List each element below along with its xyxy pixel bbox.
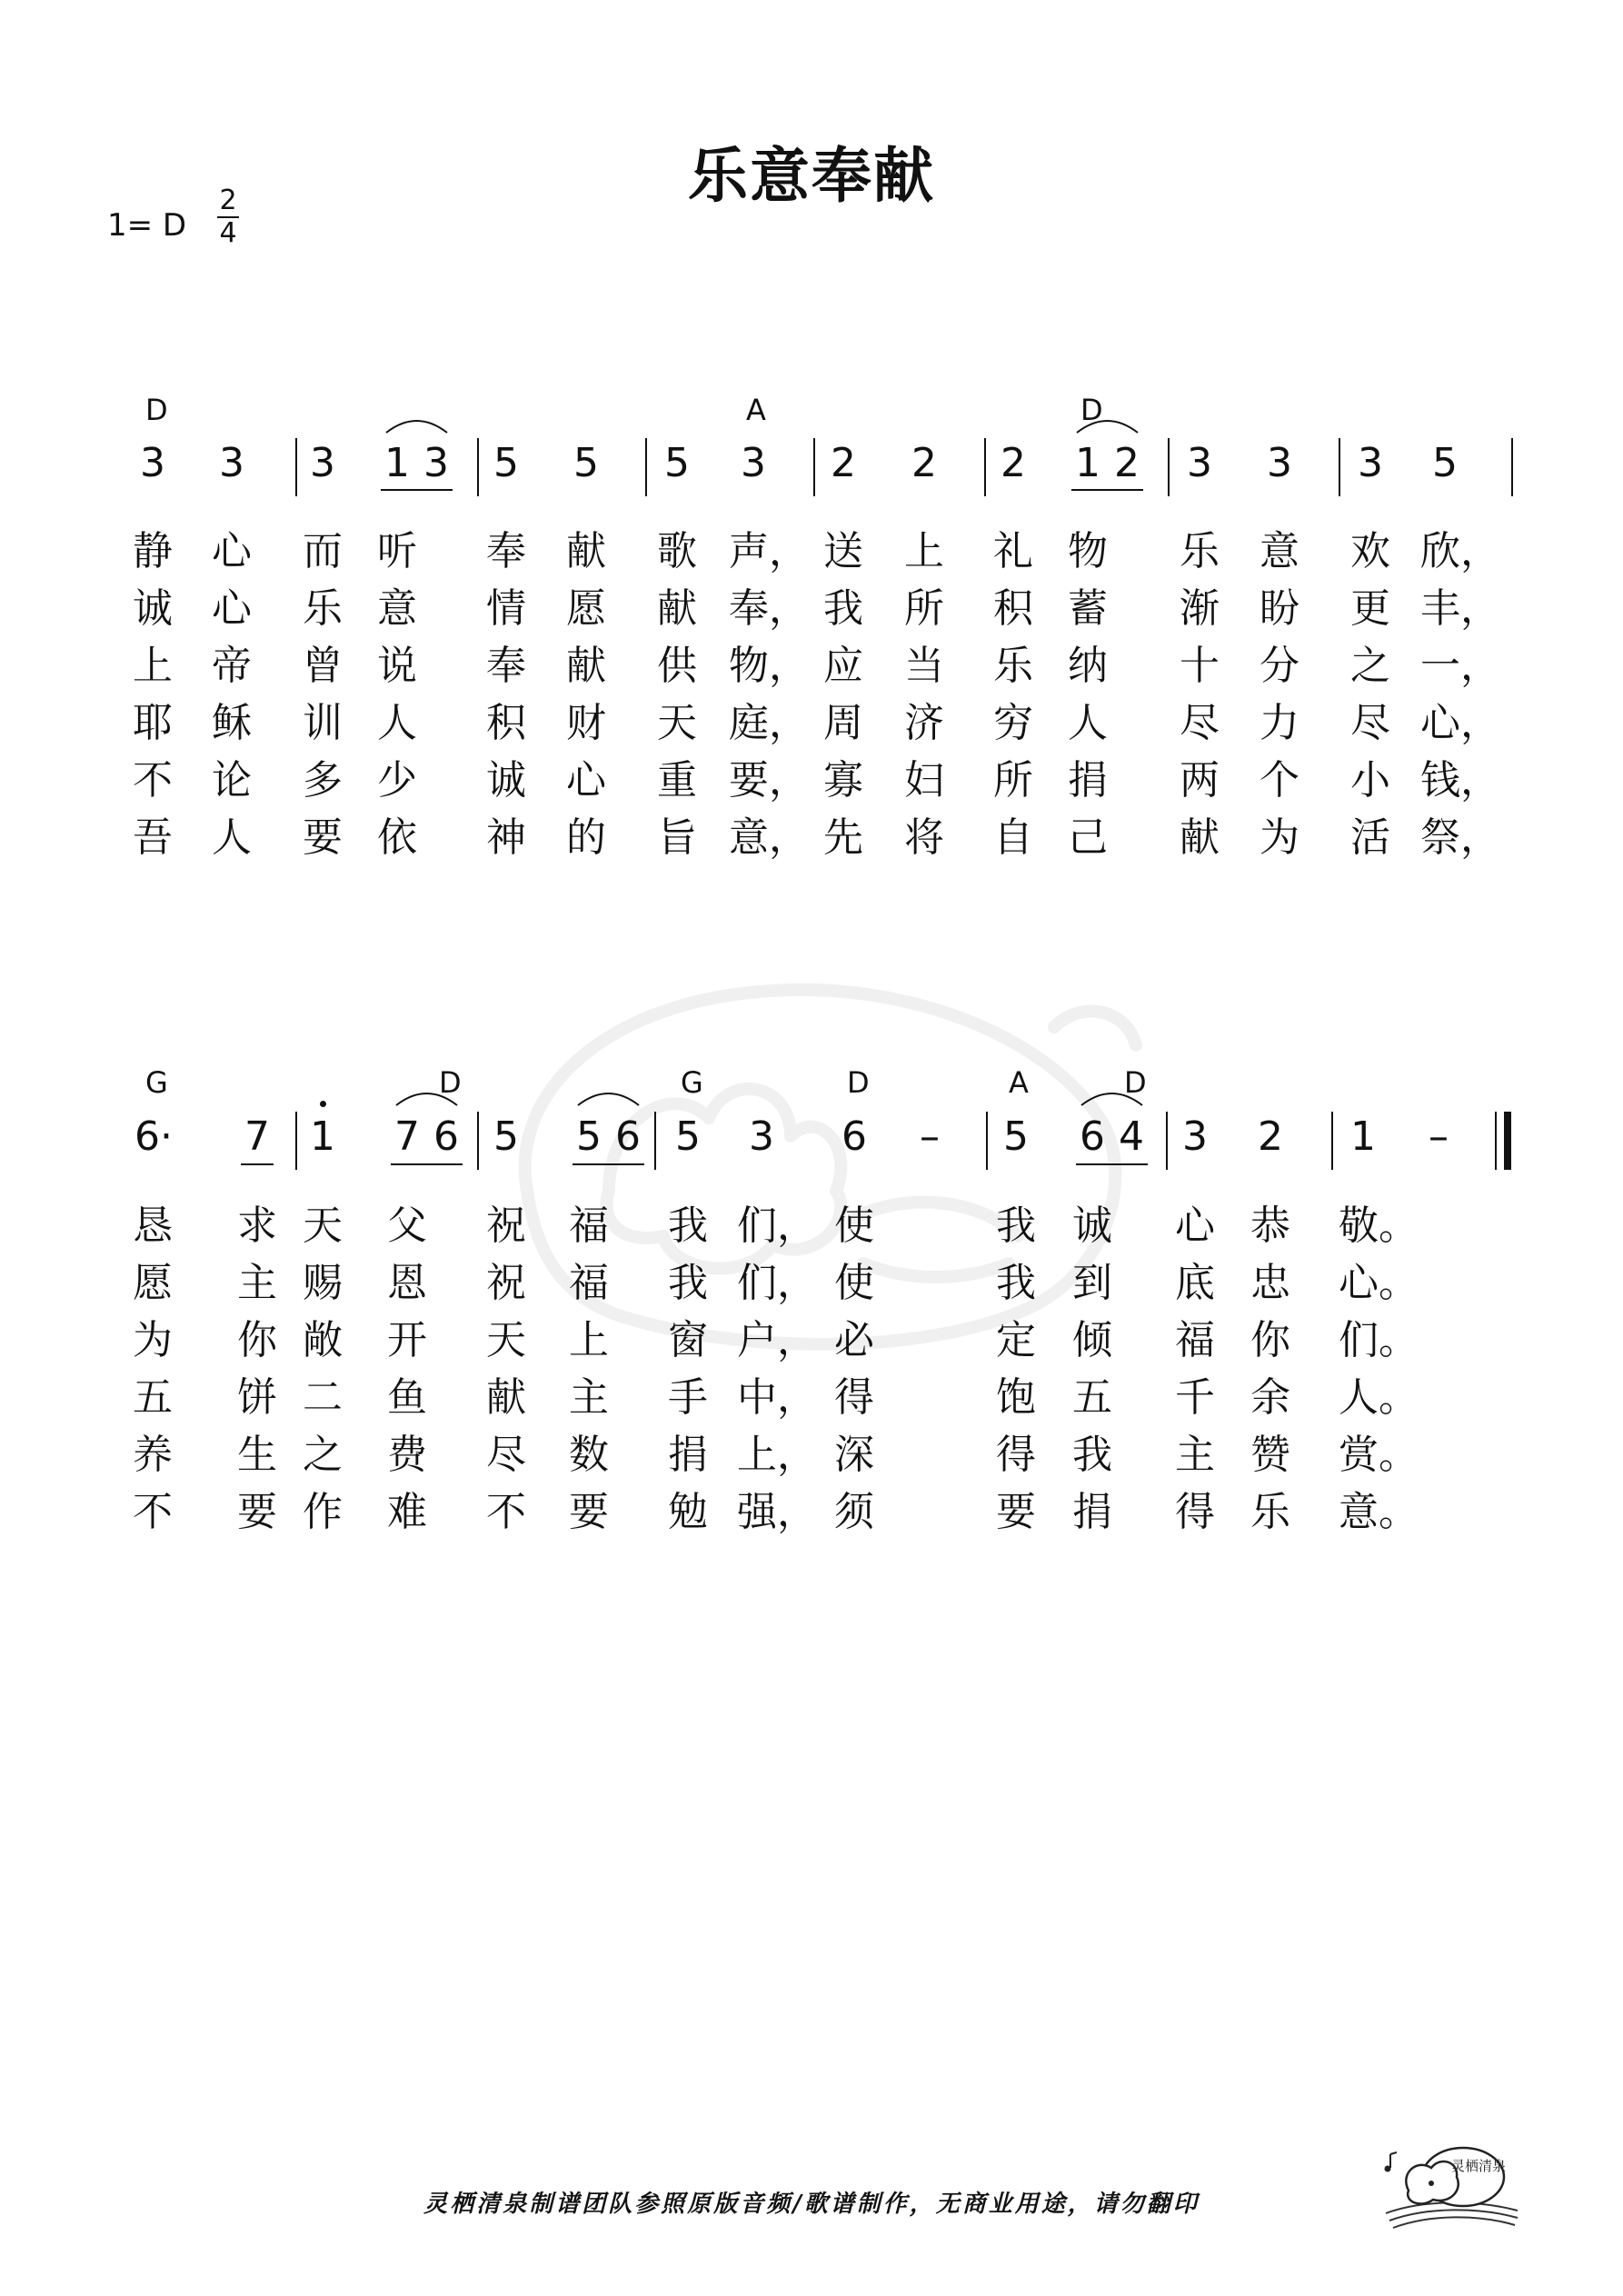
lyric-char: 诚	[1072, 1203, 1112, 1249]
bar-line	[986, 1112, 988, 1170]
bar-line	[1511, 438, 1513, 496]
lyric-char: 乐	[303, 585, 343, 632]
lyric-char: 要	[237, 1489, 277, 1535]
lyric-char: 倾	[1072, 1317, 1112, 1363]
lyric-char: 不	[486, 1489, 526, 1535]
note: 5	[1432, 440, 1458, 486]
bar-line	[1166, 1112, 1168, 1170]
final-bar-line	[1504, 1112, 1511, 1170]
lyric-char: 心，	[1420, 700, 1500, 746]
lyric-char: 意，	[729, 814, 809, 861]
lyric-char: 作	[303, 1489, 343, 1535]
lyric-char: 数	[569, 1432, 609, 1478]
lyric-char: 钱，	[1420, 757, 1500, 804]
note: 5	[1003, 1113, 1029, 1160]
lyric-char: 奉	[486, 643, 526, 689]
lyric-char: 深	[834, 1432, 874, 1478]
note: 3	[1187, 440, 1212, 486]
lyric-char: 主	[1175, 1432, 1215, 1478]
lyric-char: 尽	[1350, 700, 1390, 746]
lyric-char: 得	[1175, 1489, 1215, 1535]
lyric-char: 声，	[729, 528, 809, 574]
lyric-char: 要	[996, 1489, 1036, 1535]
lyric-char: 盼	[1260, 585, 1299, 632]
lyric-char: 我	[668, 1203, 708, 1249]
lyric-char: 意	[1260, 528, 1299, 574]
bar-line	[295, 1112, 297, 1170]
lyric-char: 二	[303, 1374, 343, 1421]
lyric-char: 天	[657, 700, 697, 746]
lyric-char: 底	[1175, 1260, 1215, 1306]
lyric-char: 尽	[486, 1432, 526, 1478]
lyric-char: 千	[1175, 1374, 1215, 1421]
lyric-char: 主	[237, 1260, 277, 1306]
lyric-char: 少	[377, 757, 417, 804]
lyric-char: 养	[133, 1432, 173, 1478]
lyric-char: 我	[996, 1203, 1036, 1249]
lyric-char: 心。	[1339, 1260, 1419, 1306]
bar-line	[477, 438, 479, 496]
lyric-char: 勉	[668, 1489, 708, 1535]
lyric-char: 父	[387, 1203, 427, 1249]
lyric-char: 意。	[1339, 1489, 1419, 1535]
lyric-char: 心	[566, 757, 606, 804]
lyric-char: 难	[387, 1489, 427, 1535]
lyric-char: 心	[1175, 1203, 1215, 1249]
lyric-char: 财	[566, 700, 606, 746]
note: 3	[1267, 440, 1292, 486]
lyric-char: 献	[1180, 814, 1220, 861]
lyric-char: 活	[1350, 814, 1390, 861]
bar-line	[1339, 438, 1340, 496]
slur-arc	[575, 1085, 642, 1107]
lyric-char: 尽	[1180, 700, 1220, 746]
lyric-char: 当	[904, 643, 944, 689]
time-signature	[214, 187, 242, 247]
note: 6·	[134, 1113, 173, 1160]
lyric-char: 小	[1350, 757, 1390, 804]
lyric-char: 十	[1180, 643, 1220, 689]
lyric-char: 妇	[904, 757, 944, 804]
lyric-char: 人	[377, 700, 417, 746]
lyric-char: 供	[657, 643, 697, 689]
note: 4	[1119, 1113, 1144, 1160]
lyric-char: 乐	[993, 643, 1033, 689]
lyric-char: 手	[668, 1374, 708, 1421]
chord-symbol: D	[1080, 393, 1103, 427]
lyric-char: 乐	[1180, 528, 1220, 574]
note: 2	[831, 440, 856, 486]
lyric-char: 我	[1072, 1432, 1112, 1478]
lyric-char: 中，	[737, 1374, 817, 1421]
lyric-char: 乐	[1250, 1489, 1290, 1535]
note: 3	[140, 440, 165, 486]
lyric-char: 恩	[387, 1260, 427, 1306]
beam-underline	[1076, 1163, 1148, 1165]
lyric-char: 敞	[303, 1317, 343, 1363]
chord-symbol: D	[145, 393, 168, 427]
lyric-char: 为	[133, 1317, 173, 1363]
note: 5	[576, 1113, 602, 1160]
key-signature: 1= D	[107, 207, 187, 244]
chord-symbol: A	[1009, 1065, 1029, 1100]
lyric-char: 旨	[657, 814, 697, 861]
lyric-char: 意	[377, 585, 417, 632]
lyric-char: 说	[377, 643, 417, 689]
lyric-char: 定	[996, 1317, 1036, 1363]
lyric-char: 生	[237, 1432, 277, 1478]
bar-line	[1168, 438, 1170, 496]
lyric-char: 神	[486, 814, 526, 861]
note: 5	[493, 440, 519, 486]
bar-line	[813, 438, 815, 496]
beam-underline	[381, 489, 453, 491]
lyric-char: 心	[212, 528, 252, 574]
chord-symbol: D	[1124, 1065, 1147, 1100]
note: 3	[1358, 440, 1383, 486]
lyric-char: 为	[1260, 814, 1299, 861]
note: 3	[423, 440, 449, 486]
lyric-char: 听	[377, 528, 417, 574]
time-sig-bottom: 4	[219, 217, 237, 249]
lyric-char: 将	[904, 814, 944, 861]
slur-arc	[1079, 1085, 1145, 1107]
lyric-char: 必	[834, 1317, 874, 1363]
note: 3	[1182, 1113, 1208, 1160]
lyric-char: 物，	[729, 643, 809, 689]
lyric-char: 忠	[1250, 1260, 1290, 1306]
lyric-char: 要，	[729, 757, 809, 804]
song-title: 乐意奉献	[688, 141, 935, 211]
lyric-char: 先	[823, 814, 863, 861]
note: 1	[310, 1113, 335, 1160]
lyric-char: 周	[823, 700, 863, 746]
note: 6	[433, 1113, 459, 1160]
lyric-char: 情	[486, 585, 526, 632]
lyric-char: 敬。	[1339, 1203, 1419, 1249]
note: 5	[493, 1113, 519, 1160]
lyric-char: 你	[237, 1317, 277, 1363]
lyric-char: 上	[904, 528, 944, 574]
lyric-char: 送	[823, 528, 863, 574]
chord-symbol: G	[681, 1065, 703, 1100]
note: –	[920, 1113, 940, 1160]
lyric-char: 要	[569, 1489, 609, 1535]
lyric-char: 应	[823, 643, 863, 689]
lyric-char: 须	[834, 1489, 874, 1535]
lyric-char: 人	[212, 814, 252, 861]
lyric-char: 窗	[668, 1317, 708, 1363]
note: 3	[219, 440, 244, 486]
lyric-char: 礼	[993, 528, 1033, 574]
lyric-char: 户，	[737, 1317, 817, 1363]
lyric-char: 个	[1260, 757, 1299, 804]
lyric-char: 们。	[1339, 1317, 1419, 1363]
note: 5	[664, 440, 690, 486]
bar-line	[477, 1112, 479, 1170]
note: 3	[741, 440, 766, 486]
lyric-char: 捐	[668, 1432, 708, 1478]
lyric-char: 心	[212, 585, 252, 632]
lyric-char: 庭，	[729, 700, 809, 746]
lyric-char: 静	[133, 528, 173, 574]
chord-symbol: D	[847, 1065, 870, 1100]
lyric-char: 愿	[133, 1260, 173, 1306]
lyric-char: 论	[212, 757, 252, 804]
beam-underline	[391, 1163, 463, 1165]
lyric-char: 余	[1250, 1374, 1290, 1421]
lyric-char: 捐	[1068, 757, 1108, 804]
lyric-char: 得	[834, 1374, 874, 1421]
lyric-char: 一，	[1420, 643, 1500, 689]
lyric-char: 费	[387, 1432, 427, 1478]
lyric-char: 天	[486, 1317, 526, 1363]
lyric-char: 而	[303, 528, 343, 574]
note: 2	[1001, 440, 1026, 486]
lyric-char: 重	[657, 757, 697, 804]
note: 1	[1075, 440, 1100, 486]
lyric-char: 己	[1068, 814, 1108, 861]
lyric-char: 愿	[566, 585, 606, 632]
lyric-char: 赐	[303, 1260, 343, 1306]
lyric-char: 自	[993, 814, 1033, 861]
lyric-char: 歌	[657, 528, 697, 574]
lyric-char: 鱼	[387, 1374, 427, 1421]
lyric-char: 五	[1072, 1374, 1112, 1421]
time-sig-top: 2	[219, 185, 237, 216]
bar-line	[984, 438, 986, 496]
high-octave-dot	[320, 1101, 326, 1107]
lyric-char: 上	[569, 1317, 609, 1363]
note: 6	[841, 1113, 867, 1160]
lyric-char: 依	[377, 814, 417, 861]
lyric-char: 我	[996, 1260, 1036, 1306]
footer-note: 灵栖清泉制谱团队参照原版音频/歌谱制作，无商业用途，请勿翻印	[423, 2191, 1200, 2218]
lyric-char: 欣，	[1420, 528, 1500, 574]
lyric-char: 五	[133, 1374, 173, 1421]
lyric-char: 求	[237, 1203, 277, 1249]
lyric-char: 祝	[486, 1203, 526, 1249]
lyric-char: 要	[303, 814, 343, 861]
lyric-char: 所	[904, 585, 944, 632]
lyric-char: 上，	[737, 1432, 817, 1478]
bar-line	[1495, 1112, 1497, 1170]
lyric-char: 人	[1068, 700, 1108, 746]
lyric-char: 到	[1072, 1260, 1112, 1306]
lyric-char: 祭，	[1420, 814, 1500, 861]
lyric-char: 恳	[133, 1203, 173, 1249]
slur-arc	[393, 1085, 460, 1107]
lyric-char: 饱	[996, 1374, 1036, 1421]
lyric-char: 开	[387, 1317, 427, 1363]
slur-arc	[1074, 413, 1140, 434]
note: 5	[675, 1113, 701, 1160]
bar-line	[1331, 1112, 1333, 1170]
lyric-char: 诚	[133, 585, 173, 632]
lyric-char: 饼	[237, 1374, 277, 1421]
lyric-char: 蓄	[1068, 585, 1108, 632]
lyric-char: 福	[569, 1260, 609, 1306]
lyric-char: 捐	[1072, 1489, 1112, 1535]
note: 7	[244, 1113, 270, 1160]
lyric-char: 献	[566, 643, 606, 689]
note: 1	[384, 440, 410, 486]
logo-text: 灵栖清泉	[1451, 2158, 1507, 2174]
lyric-char: 济	[904, 700, 944, 746]
lyric-char: 丰，	[1420, 585, 1500, 632]
lyric-char: 纳	[1068, 643, 1108, 689]
lyric-char: 们，	[737, 1260, 817, 1306]
sheep-logo	[1377, 2127, 1522, 2236]
lyric-char: 人。	[1339, 1374, 1419, 1421]
lyric-char: 所	[993, 757, 1033, 804]
note: 3	[310, 440, 335, 486]
lyric-char: 训	[303, 700, 343, 746]
lyric-char: 我	[823, 585, 863, 632]
lyric-char: 得	[996, 1432, 1036, 1478]
bar-line	[654, 1112, 656, 1170]
note: 7	[394, 1113, 420, 1160]
lyric-char: 之	[303, 1432, 343, 1478]
bar-line	[645, 438, 647, 496]
lyric-char: 的	[566, 814, 606, 861]
lyric-char: 天	[303, 1203, 343, 1249]
lyric-char: 更	[1350, 585, 1390, 632]
lyric-char: 多	[303, 757, 343, 804]
lyric-char: 们，	[737, 1203, 817, 1249]
lyric-char: 不	[133, 757, 173, 804]
lyric-char: 耶	[133, 700, 173, 746]
lyric-char: 诚	[486, 757, 526, 804]
lyric-char: 积	[993, 585, 1033, 632]
beam-underline	[1071, 489, 1143, 491]
note: 1	[1350, 1113, 1376, 1160]
lyric-char: 帝	[212, 643, 252, 689]
lyric-char: 我	[668, 1260, 708, 1306]
lyric-char: 祝	[486, 1260, 526, 1306]
lyric-char: 渐	[1180, 585, 1220, 632]
note: 3	[749, 1113, 774, 1160]
lyric-char: 你	[1250, 1317, 1290, 1363]
lyric-char: 献	[486, 1374, 526, 1421]
chord-symbol: A	[746, 393, 766, 427]
note: 2	[1114, 440, 1140, 486]
lyric-char: 之	[1350, 643, 1390, 689]
lyric-char: 物	[1068, 528, 1108, 574]
lyric-char: 力	[1260, 700, 1299, 746]
lyric-char: 主	[569, 1374, 609, 1421]
lyric-char: 强，	[737, 1489, 817, 1535]
lyric-char: 恭	[1250, 1203, 1290, 1249]
bar-line	[295, 438, 297, 496]
lyric-char: 不	[133, 1489, 173, 1535]
note: 2	[1258, 1113, 1283, 1160]
lyric-char: 积	[486, 700, 526, 746]
note: 6	[1080, 1113, 1105, 1160]
lyric-char: 赞	[1250, 1432, 1290, 1478]
note: 2	[911, 440, 937, 486]
lyric-char: 欢	[1350, 528, 1390, 574]
lyric-char: 上	[133, 643, 173, 689]
note: 5	[573, 440, 599, 486]
lyric-char: 寡	[823, 757, 863, 804]
lyric-char: 分	[1260, 643, 1299, 689]
lyric-char: 献	[657, 585, 697, 632]
slur-arc	[383, 413, 450, 434]
lyric-char: 赏。	[1339, 1432, 1419, 1478]
note: –	[1429, 1113, 1449, 1160]
lyric-char: 使	[834, 1260, 874, 1306]
lyric-char: 福	[1175, 1317, 1215, 1363]
lyric-char: 福	[569, 1203, 609, 1249]
lyric-char: 使	[834, 1203, 874, 1249]
eighth-underline	[241, 1163, 274, 1165]
beam-underline	[573, 1163, 644, 1165]
lyric-char: 两	[1180, 757, 1220, 804]
chord-symbol: G	[145, 1065, 168, 1100]
lyric-char: 稣	[212, 700, 252, 746]
lyric-char: 曾	[303, 643, 343, 689]
chord-symbol: D	[439, 1065, 462, 1100]
lyric-char: 献	[566, 528, 606, 574]
lyric-char: 穷	[993, 700, 1033, 746]
lyric-char: 奉	[486, 528, 526, 574]
note: 6	[615, 1113, 641, 1160]
lyric-char: 吾	[133, 814, 173, 861]
lyric-char: 奉，	[729, 585, 809, 632]
